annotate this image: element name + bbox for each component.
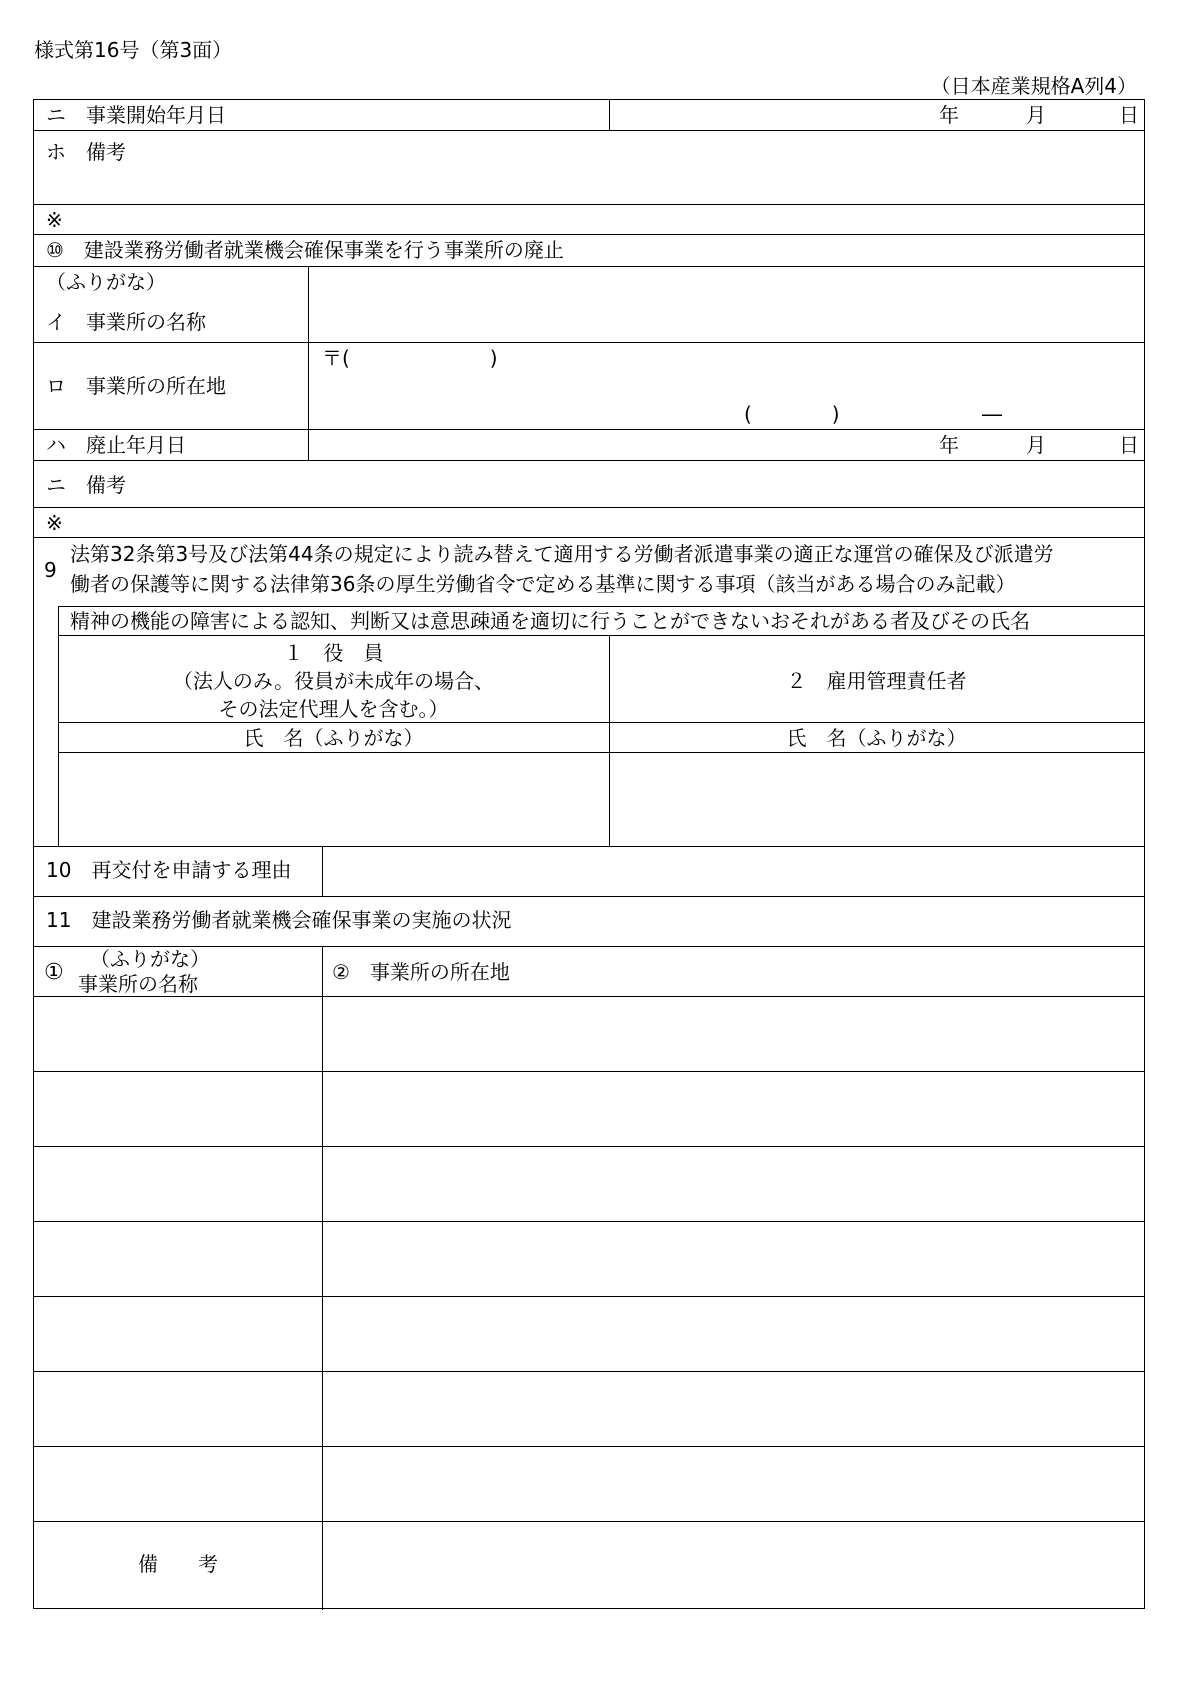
section9-text-line2: 働者の保護等に関する法律第36条の厚生労働省令で定める基準に関する事項（該当がある場合のみ記載） <box>70 572 1016 596</box>
section10-note-mark: ※ <box>46 511 63 535</box>
status-row-address-field[interactable] <box>323 1372 1144 1446</box>
furigana-label: （ふりがな） <box>46 270 166 294</box>
officers-name-header: 氏 名（ふりがな） <box>243 726 424 750</box>
start-date-field[interactable] <box>609 100 1144 130</box>
col2-office-address: ② 事業所の所在地 <box>332 960 510 984</box>
phone-area-code: ( ) <box>744 402 840 426</box>
phone-dash: ― <box>982 402 1002 426</box>
status-row-name-field[interactable] <box>35 1147 321 1221</box>
closure-date-field[interactable] <box>309 430 1144 459</box>
reissue-reason-field[interactable] <box>323 847 1144 895</box>
start-date-year: 年 <box>939 103 959 127</box>
status-row-name-field[interactable] <box>35 1222 321 1296</box>
manager-name-header: 氏 名（ふりがな） <box>786 726 967 750</box>
section9-number: 9 <box>44 558 57 582</box>
remarks-ho-label: ホ 備考 <box>46 140 126 164</box>
section11-remarks-label: 備 考 <box>138 1552 218 1576</box>
remarks-ho-field[interactable] <box>164 131 1144 204</box>
status-row-address-field[interactable] <box>323 1072 1144 1146</box>
start-date-label: ニ 事業開始年月日 <box>46 103 226 127</box>
paper-size-note: （日本産業規格A列4） <box>930 74 1137 98</box>
section10-title: ⑩ 建設業務労働者就業機会確保事業を行う事業所の廃止 <box>46 238 564 262</box>
office-address-label: ロ 事業所の所在地 <box>46 374 226 398</box>
closure-date-year: 年 <box>939 433 959 457</box>
start-date-day: 日 <box>1119 103 1139 127</box>
status-row-name-field[interactable] <box>35 997 321 1071</box>
status-row-address-field[interactable] <box>323 1147 1144 1221</box>
form-table <box>33 99 1145 1609</box>
closure-date-day: 日 <box>1119 433 1139 457</box>
col1-marker: ① <box>44 960 64 985</box>
mental-disability-heading: 精神の機能の障害による認知、判断又は意思疎通を適切に行うことができないおそれがある者及びその氏名 <box>70 609 1030 633</box>
office-name-label: イ 事業所の名称 <box>46 310 206 334</box>
status-row-name-field[interactable] <box>35 1372 321 1446</box>
status-row-address-field[interactable] <box>323 997 1144 1071</box>
status-row-address-field[interactable] <box>323 1222 1144 1296</box>
office-name-field[interactable] <box>309 267 1144 341</box>
section11-title: 11 建設業務労働者就業機会確保事業の実施の状況 <box>46 908 512 932</box>
col1-furigana: （ふりがな） <box>90 947 210 971</box>
status-row-name-field[interactable] <box>35 1447 321 1521</box>
manager-name-field[interactable] <box>610 753 1144 845</box>
officers-note-line1: （法人のみ。役員が未成年の場合、 <box>172 669 495 693</box>
section10-remarks-field[interactable] <box>164 461 1144 506</box>
start-date-month: 月 <box>1026 103 1046 127</box>
office-address-field[interactable] <box>309 343 1144 428</box>
officers-title: １ 役 員 <box>283 641 384 665</box>
note-mark: ※ <box>46 208 63 232</box>
section9-text-line1: 法第32条第3号及び法第44条の規定により読み替えて適用する労働者派遣事業の適正な運営の確保及び派遣労 <box>70 542 1054 566</box>
closure-date-month: 月 <box>1026 433 1046 457</box>
status-row-address-field[interactable] <box>323 1297 1144 1371</box>
postal-code: 〒( ) <box>322 346 498 370</box>
status-row-address-field[interactable] <box>323 1447 1144 1521</box>
officers-note-line2: その法定代理人を含む。） <box>218 697 449 721</box>
status-row-name-field[interactable] <box>35 1297 321 1371</box>
section10-remarks-label: ニ 備考 <box>46 473 126 497</box>
employment-manager-title: ２ 雇用管理責任者 <box>786 669 967 693</box>
status-row-name-field[interactable] <box>35 1072 321 1146</box>
section11-remarks-field[interactable] <box>323 1522 1144 1608</box>
col1-office-name: 事業所の名称 <box>78 972 198 996</box>
reissue-reason-label: 10 再交付を申請する理由 <box>46 858 292 882</box>
closure-date-label: ハ 廃止年月日 <box>46 433 186 457</box>
form-number: 様式第16号（第3面） <box>34 38 233 62</box>
officers-name-field[interactable] <box>59 753 608 845</box>
